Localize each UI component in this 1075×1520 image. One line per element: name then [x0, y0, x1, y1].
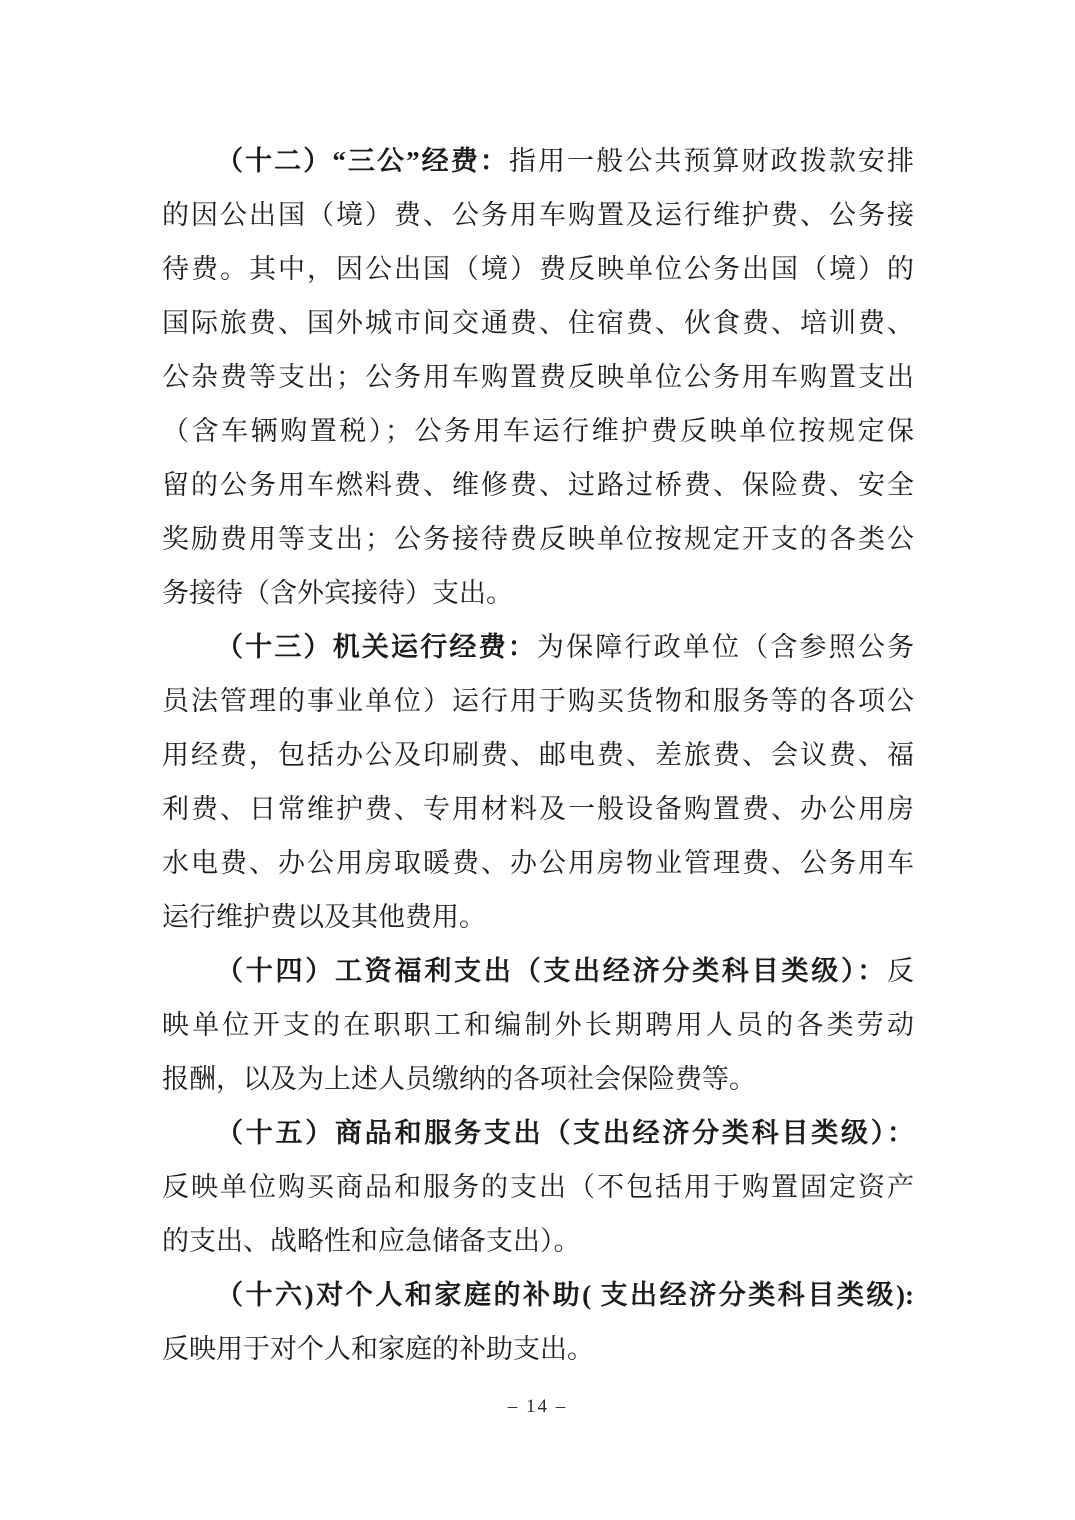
text-line — [162, 1322, 914, 1376]
line-text: 映单位开支的在职职工和编制外长期聘用人员的各类劳动 — [162, 1010, 914, 1040]
text-line — [162, 134, 914, 188]
line-text: 用经费，包括办公及印刷费、邮电费、差旅费、会议费、福 — [162, 740, 914, 770]
line-text: 奖励费用等支出；公务接待费反映单位按规定开支的各类公 — [162, 524, 914, 554]
section-heading: （十二）“三公”经费： — [216, 146, 509, 176]
section-heading: （十五）商品和服务支出（支出经济分类科目类级）： — [216, 1118, 914, 1148]
line-text: 反映单位购买商品和服务的支出（不包括用于购置固定资产 — [162, 1172, 914, 1202]
text-line — [162, 728, 914, 782]
section-heading: （十六)对个人和家庭的补助( 支出经济分类科目类级): — [216, 1280, 914, 1310]
text-line — [162, 1052, 914, 1106]
line-text: 利费、日常维护费、专用材料及一般设备购置费、办公用房 — [162, 794, 914, 824]
line-text: 水电费、办公用房取暖费、办公用房物业管理费、公务用车 — [162, 848, 914, 878]
line-text: 反映用于对个人和家庭的补助支出。 — [162, 1334, 594, 1364]
line-text: 报酬，以及为上述人员缴纳的各项社会保险费等。 — [162, 1064, 756, 1094]
line-text: 反 — [887, 956, 914, 986]
text-line — [162, 944, 914, 998]
section-heading: （十三）机关运行经费： — [216, 632, 537, 662]
text-line — [162, 1268, 914, 1322]
text-line — [162, 1160, 914, 1214]
text-line — [162, 1214, 914, 1268]
text-line — [162, 566, 914, 620]
line-text: 务接待（含外宾接待）支出。 — [162, 578, 513, 608]
text-line — [162, 782, 914, 836]
text-line — [162, 836, 914, 890]
text-line — [162, 620, 914, 674]
line-text: 运行维护费以及其他费用。 — [162, 902, 486, 932]
line-text: 国际旅费、国外城市间交通费、住宿费、伙食费、培训费、 — [162, 308, 914, 338]
text-line — [162, 458, 914, 512]
line-text: 员法管理的事业单位）运行用于购买货物和服务等的各项公 — [162, 686, 914, 716]
text-line — [162, 1106, 914, 1160]
text-line — [162, 512, 914, 566]
text-line — [162, 242, 914, 296]
line-text: 留的公务用车燃料费、维修费、过路过桥费、保险费、安全 — [162, 470, 914, 500]
text-line — [162, 404, 914, 458]
line-text: 指用一般公共预算财政拨款安排 — [508, 146, 914, 176]
text-line — [162, 890, 914, 944]
line-text: 为保障行政单位（含参照公务 — [536, 632, 914, 662]
page-number: – 14 – — [507, 1396, 568, 1417]
line-text: 的支出、战略性和应急储备支出）。 — [162, 1226, 581, 1256]
document-body — [162, 134, 914, 1376]
text-line — [162, 350, 914, 404]
text-line — [162, 188, 914, 242]
text-line — [162, 296, 914, 350]
line-text: 的因公出国（境）费、公务用车购置及运行维护费、公务接 — [162, 200, 914, 230]
line-text: 公杂费等支出；公务用车购置费反映单位公务用车购置支出 — [162, 362, 914, 392]
line-text: （含车辆购置税）；公务用车运行维护费反映单位按规定保 — [162, 416, 914, 446]
text-line — [162, 674, 914, 728]
section-heading: （十四）工资福利支出（支出经济分类科目类级）： — [216, 956, 887, 986]
line-text: 待费。其中，因公出国（境）费反映单位公务出国（境）的 — [162, 254, 914, 284]
text-line — [162, 998, 914, 1052]
